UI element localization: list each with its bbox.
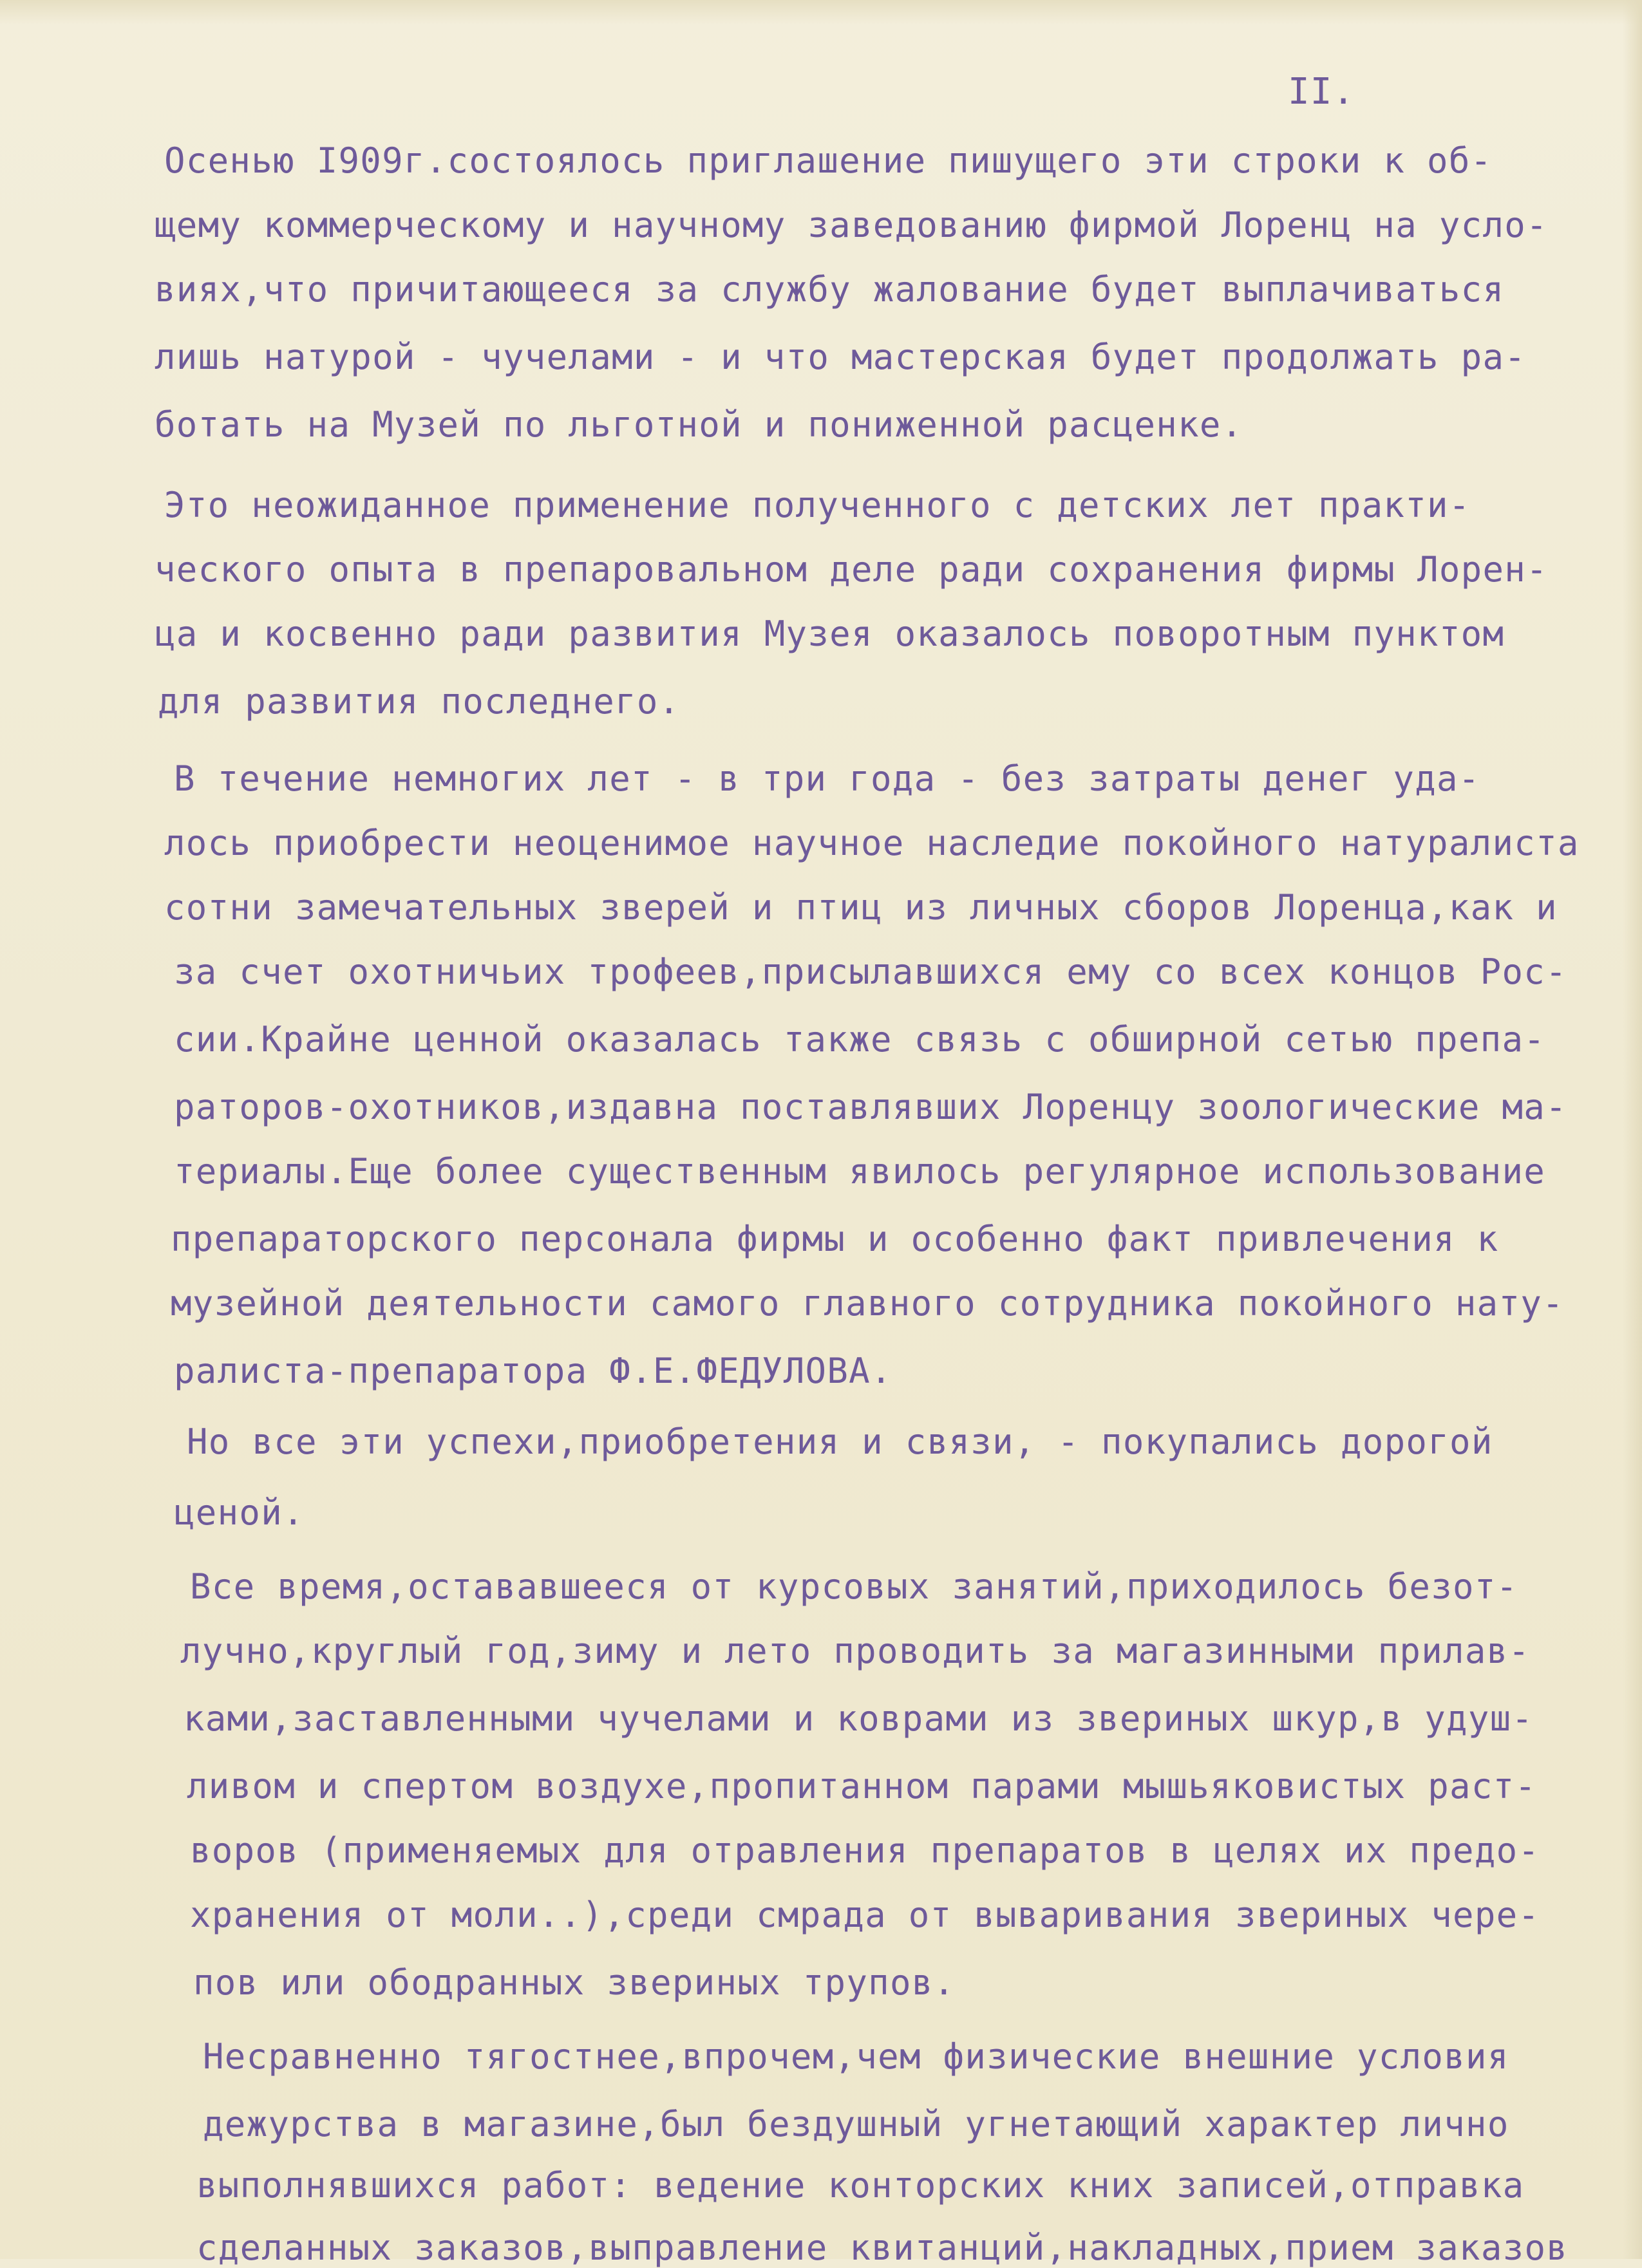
text-line: Это неожиданное применение полученного с детских лет практи- <box>164 485 1471 525</box>
text-line: териалы.Еще более существенным явилось регулярное использование <box>174 1151 1546 1192</box>
text-line: В течение немногих лет - в три года - без затраты денег уда- <box>174 758 1480 799</box>
text-line: виях,что причитающееся за службу жалование будет выплачиваться <box>155 269 1505 310</box>
text-line: Но все эти успехи,приобретения и связи, - покупались дорогой <box>187 1421 1493 1462</box>
text-line: препараторского персонала фирмы и особенно факт привлечения к <box>171 1219 1499 1259</box>
text-line: ливом и спертом воздухе,пропитанном парами мышьяковистых раст- <box>187 1766 1537 1806</box>
text-line: Осенью I909г.состоялось приглашение пишущего эти строки к об- <box>164 140 1493 181</box>
text-line: ценой. <box>174 1492 305 1533</box>
text-line: ца и косвенно ради развития Музея оказалось поворотным пунктом <box>155 614 1505 654</box>
page-number: II. <box>1288 71 1355 113</box>
text-line: лучно,круглый год,зиму и лето проводить за магазинными прилав- <box>180 1631 1531 1671</box>
text-line: музейной деятельности самого главного сотрудника покойного нату- <box>171 1283 1564 1324</box>
text-line: раторов-охотников,издавна поставлявших Лоренцу зоологические ма- <box>174 1087 1567 1127</box>
text-line: ботать на Музей по льготной и пониженной расценке. <box>155 404 1243 445</box>
text-line: дежурства в магазине,был бездушный угнетающий характер лично <box>203 2104 1509 2144</box>
text-line: хранения от моли..),среди смрада от вываривания звериных чере- <box>190 1895 1540 1935</box>
text-line: ками,заставленными чучелами и коврами из звериных шкур,в удуш- <box>184 1698 1534 1739</box>
text-line: ралиста-препаратора Ф.Е.ФЕДУЛОВА. <box>174 1351 892 1391</box>
paper-right-shadow <box>1623 0 1642 2259</box>
paper-top-shadow <box>0 0 1642 24</box>
text-line: Все время,остававшееся от курсовых занятий,приходилось безот- <box>190 1566 1518 1607</box>
text-line: лишь натурой - чучелами - и что мастерская будет продолжать ра- <box>155 337 1527 377</box>
text-line: ческого опыта в препаровальном деле ради сохранения фирмы Лорен- <box>155 549 1548 590</box>
text-line: для развития последнего. <box>158 681 681 722</box>
text-line: Несравненно тягостнее,впрочем,чем физические внешние условия <box>203 2036 1509 2077</box>
text-line: щему коммерческому и научному заведованию фирмой Лоренц на усло- <box>155 205 1548 245</box>
text-line: сделанных заказов,выправление квитанций,накладных,прием заказов <box>196 2227 1569 2268</box>
text-line: воров (применяемых для отравления препаратов в целях их предо- <box>190 1830 1540 1871</box>
text-line: за счет охотничьих трофеев,присылавшихся ему со всех концов Рос- <box>174 951 1567 992</box>
text-line: выполнявшихся работ: ведение конторских кних записей,отправка <box>196 2165 1525 2206</box>
text-line: сотни замечательных зверей и птиц из личных сборов Лоренца,как и <box>164 887 1558 928</box>
text-line: сии.Крайне ценной оказалась также связь с обширной сетью препа- <box>174 1019 1546 1060</box>
text-line: лось приобрести неоценимое научное наследие покойного натуралиста <box>164 823 1580 863</box>
text-line: пов или ободранных звериных трупов. <box>193 1962 956 2003</box>
